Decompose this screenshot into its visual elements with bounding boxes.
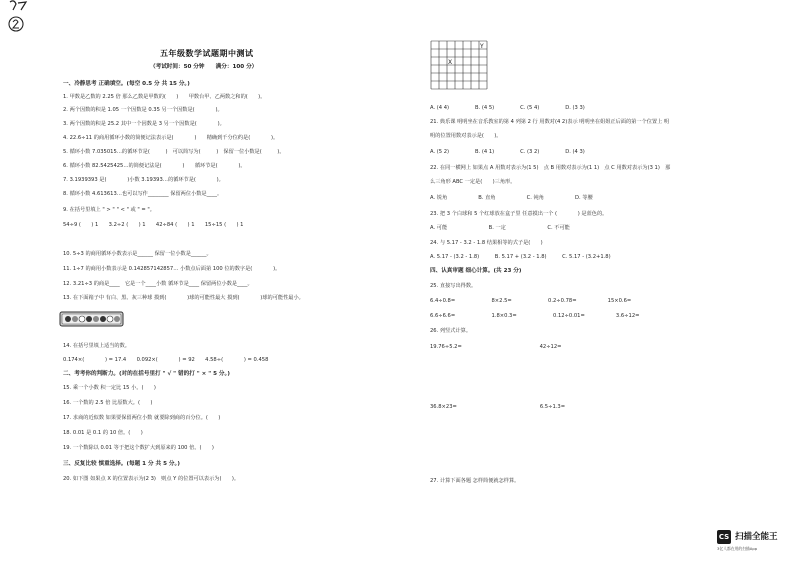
point-x-label: X [448,59,453,66]
section-heading: 四、认真审题 细心计算。(共 23 分) [430,268,522,274]
question-line: 么三角形 ABC 一定是( )三角形。 [430,179,516,185]
question-line: 21. 典乐课 明明坐在音乐教室的第 4 列第 2 行 用数对(4 2)表示 明明坐在姐姐正后面的第一个位置上 明 [430,119,670,125]
handwritten-mark [4,0,34,36]
question-line: A. 锐角 B. 直角 C. 钝角 D. 等腰 [430,195,593,201]
question-line: A. (5 2) B. (4 1) C. (3 2) D. (4 3) [430,149,585,155]
question-line: 7. 3.1939393 是( )小数 3.19393…的循环节是( )。 [63,177,224,183]
question-line: 11. 1÷7 的商用小数表示是 0.142857142857… 小数点后面第 100 位的数字是( )。 [63,266,281,272]
ball-box-image [59,310,125,328]
question-line: 54÷9 ( ) 1 3.2÷2 ( ) 1 42÷84 ( ) 1 15÷15 ( ) 1 [63,222,244,228]
question-line: 0.174×( ) = 17.4 0.092×( ) = 92 4.58÷( ) = 0.458 [63,357,269,363]
question-line: 24. 与 5.17 - 3.2 - 1.8 结果相等的式子是( ) [430,240,543,246]
question-line: 8. 循环小数 4.613613…也可以写作________ 保留两位小数是____。 [63,191,223,197]
question-line: 26. 列竖式计算。 [430,328,472,334]
section-heading: 一、冷静思考 正确填空。(每空 0.5 分 共 15 分。) [63,81,190,87]
question-line: 5. 循环小数 7.035015…的循环节是( ) 可以简写为( ) 保留一位小数是( )。 [63,149,285,155]
question-line: 19.76÷5.2= 42÷12= [430,344,562,350]
question-line: 25. 直接写出得数。 [430,283,477,289]
question-line: 20. 如下图 如果点 X 的位置表示为(2 3) 则点 Y 的位置可以表示为( )。 [63,476,240,482]
question-line: 6.6÷6.6= 1.8×0.3= 0.12÷0.01= 3.6÷12= [430,313,640,319]
exam-info: （考试时间：50 分钟 满分：100 分） [150,64,258,70]
question-line: 9. 在括号里填上 " > " " < " 或 " = "。 [63,207,155,213]
question-line: 3. 两个因数的积是 25.2 其中一个因数是 3 另一个因数是( )。 [63,121,225,127]
question-line: A. 可能 B. 一定 C. 不可能 [430,225,570,231]
coordinate-grid [430,40,492,96]
question-line: 14. 在括号里填上适当的数。 [63,343,130,349]
question-line: 12. 3.21÷3 的商是____ 它是一个____小数 循环节是____ 保留两位小数是____。 [63,281,253,287]
question-line: 6.4÷0.8= 8×2.5= 0.2÷0.78= 15×0.6= [430,298,632,304]
section-heading: 二、考考你的判断力。(对的在括号里打 " √ " 错的打 " × " 5 分。) [63,371,230,377]
camscanner-name: 扫描全能王 [735,532,778,542]
question-line: A. 5.17 - (3.2 - 1.8) B. 5.17 + (3.2 - 1.8) C. 5.17 - (3.2+1.8) [430,254,611,260]
question-line: 1. 甲数是乙数的 2.25 倍 那么乙数是甲数的( ) 甲数台甲、乙两数之和的( )。 [63,94,266,100]
question-line: 13. 在下面箱子中 有白、黑、灰三种球 摸到( )球的可能性最大 摸到( )球的可能性最小。 [63,295,304,301]
question-line: 15. 乘一个小数 积一定比 15 小。( ) [63,385,156,391]
section-heading: 三、反复比较 慎重选择。(每题 1 分 共 5 分。) [63,461,180,467]
question-line: 6. 循环小数 82.5425425…的简便记法是( ) 循环节是( )。 [63,163,246,169]
exam-title: 五年级数学试题期中测试 [160,49,254,58]
question-line: 19. 一个数除以 0.01 等于把这个数扩大到原来的 100 倍。( ) [63,445,214,451]
question-line: 22. 在同一横网上 如果点 A 用数对表示为(1 5) 点 B 用数对表示为(1 1) 点 C 用数对表示为(3 1) 那 [430,165,671,171]
point-y-label: Y [480,43,484,50]
question-line: 23. 把 3 个白球和 5 个红球放在盒子里 任意摸出一个 ( ) 是蓝色的。 [430,211,608,217]
question-line: A. (4 4) B. (4 5) C. (5 4) D. (3 3) [430,105,585,111]
question-line: 明的位置用数对表示是( )。 [430,133,502,139]
question-line: 10. 5÷3 的商用循环小数表示是______ 保留一位小数是______。 [63,251,212,257]
question-line: 2. 两个因数的积是 1.05 一个因数是 0.35 另一个因数是( )。 [63,107,223,113]
question-line: 4. 22.6÷11 的商用循环小数的简便记法表示是( ) 精确到千分位约是( )。 [63,135,279,141]
question-line: 18. 0.01 是 0.1 的 10 倍。( ) [63,430,143,436]
question-line: 27. 计算下面各题 怎样简便就怎样算。 [430,478,520,484]
question-line: 16. 一个数的 2.5 倍 比原数大。( ) [63,400,153,406]
question-line: 17. 求商的近似数 如果要保留两位小数 就要除到商的百分位。( ) [63,415,221,421]
question-line: 36.8×23= 6.5÷1.3= [430,404,566,410]
camscanner-slogan: 3亿人都在用的扫描App [717,546,758,551]
camscanner-logo: CS [717,530,731,544]
